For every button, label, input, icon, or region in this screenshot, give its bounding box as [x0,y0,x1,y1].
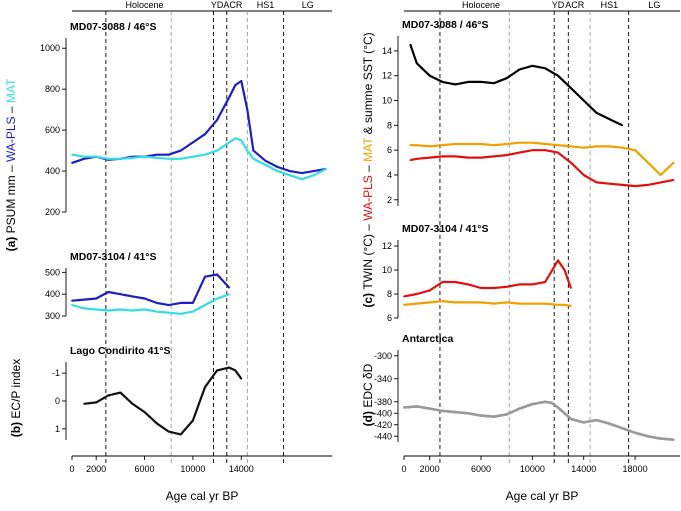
data-point [544,303,546,305]
data-point [531,403,533,405]
data-point [557,260,559,262]
data-point [416,293,418,295]
y-tick-label: 1000 [39,43,60,54]
ylabel-right-d [361,363,375,426]
data-point [660,174,662,176]
y-tick-label: -380 [373,396,392,407]
data-point [234,369,236,371]
data-point [180,150,182,152]
data-point [621,147,623,149]
data-point [480,287,482,289]
data-point [204,386,206,388]
data-point [519,69,521,71]
data-point [95,309,97,311]
data-point [442,281,444,283]
data-point [506,77,508,79]
data-point [647,184,649,186]
data-point [570,418,572,420]
data-point [442,144,444,146]
data-point [531,65,533,67]
panel-5 [382,223,572,323]
data-point [403,296,405,298]
data-point [647,435,649,437]
data-point [119,309,121,311]
panel-title: MD07-3104 / 41°S [70,251,157,263]
x-tick-label: 10000 [519,464,545,474]
data-point [216,119,218,121]
series-line-2 [410,143,673,175]
data-point [95,401,97,403]
data-point [467,81,469,83]
data-point [216,150,218,152]
data-point [192,311,194,313]
y-tick-label: -420 [373,419,392,430]
period-label-hs1: HS1 [600,0,619,10]
data-point [506,286,508,288]
data-point [442,81,444,83]
y-tick-label: 1 [54,423,60,434]
data-point [429,146,431,148]
data-point [107,310,109,312]
x-tick-label: 0 [69,464,75,474]
data-point [467,412,469,414]
ylabel-right-c-part: WIN [361,258,375,283]
data-point [416,144,418,146]
x-axis-label: Age cal yr BP [165,489,239,503]
data-point [83,403,85,405]
ylabel-right-c-part: WA-PLS [361,175,375,221]
data-point [204,154,206,156]
ylabel-right-d-part: (d) [361,407,375,427]
series-line-1 [72,275,229,306]
data-point [467,302,469,304]
data-point [596,182,598,184]
data-point [119,158,121,160]
x-tick-label: 0 [401,464,407,474]
ylabel-left-a-part: – [4,103,18,117]
data-point [621,124,623,126]
y-tick-label: 8 [386,289,392,299]
ylabel-left-a-part: mm – [4,162,18,199]
data-point [544,67,546,69]
panel-title: MD07-3104 / 41°S [402,223,489,235]
y-tick-label: 500 [44,267,60,278]
ylabel-right-d-part: EDC δD [361,363,375,408]
y-tick-label: 300 [44,311,60,321]
data-point [228,96,230,98]
data-point [252,150,254,152]
ylabel-left-a-part: (a) [4,233,18,252]
data-point [596,419,598,421]
data-point [132,295,134,297]
data-point [83,299,85,301]
data-point [673,162,675,164]
data-point [277,166,279,168]
data-point [156,302,158,304]
data-point [493,82,495,84]
data-point [480,143,482,145]
x-tick-label: 2000 [86,464,107,474]
data-point [493,303,495,305]
data-point [429,302,431,304]
y-tick-label: 4 [386,169,392,180]
data-point [107,395,109,397]
data-point [634,432,636,434]
data-point [216,369,218,371]
data-point [107,158,109,160]
data-point [119,293,121,295]
data-point [493,155,495,157]
data-point [519,142,521,144]
data-point [144,156,146,158]
y-tick-label: 10 [381,265,392,275]
ylabel-right-c [361,32,375,307]
data-point [71,304,73,306]
data-point [228,142,230,144]
data-point [583,100,585,102]
y-tick-label: 8 [386,120,392,131]
data-point [570,305,572,307]
data-point [596,146,598,148]
data-point [132,310,134,312]
data-point [132,403,134,405]
data-point [240,139,242,141]
data-point [168,158,170,160]
x-tick-label: 14000 [228,464,254,474]
data-point [180,158,182,160]
data-point [204,276,206,278]
data-point [416,62,418,64]
y-tick-label: 6 [386,313,392,323]
panel-title: MD07-3088 / 46°S [402,19,489,31]
data-point [83,307,85,309]
data-point [570,287,572,289]
period-label-yd: YD [210,0,224,10]
data-point [608,118,610,120]
period-label-hs1: HS1 [256,0,275,10]
data-point [608,146,610,148]
data-point [634,185,636,187]
data-point [416,405,418,407]
ylabel-left-b [9,359,23,437]
ylabel-left-b-part: (b) [9,418,23,438]
data-point [480,302,482,304]
data-point [246,109,248,111]
data-point [301,172,303,174]
data-point [583,174,585,176]
data-point [673,179,675,181]
panel-2 [45,251,230,321]
data-point [246,150,248,152]
series-line-3 [410,150,673,186]
period-label-yd: YD [551,0,565,10]
data-point [180,434,182,436]
data-point [429,290,431,292]
data-point [531,149,533,151]
panel-4 [382,19,674,206]
data-point [156,422,158,424]
data-point [493,144,495,146]
ylabel-left-a-part: P [4,225,18,234]
data-point [557,75,559,77]
data-point [95,298,97,300]
data-point [144,411,146,413]
data-point [71,162,73,164]
y-tick-label: -1 [51,368,60,379]
data-point [410,159,412,161]
data-point [454,155,456,157]
data-point [222,280,224,282]
series-line-1 [404,402,674,440]
data-point [673,439,675,441]
data-point [168,312,170,314]
y-tick-label: 14 [381,45,392,56]
data-point [192,420,194,422]
data-point [192,142,194,144]
y-tick-label: 10 [381,95,392,106]
data-point [144,309,146,311]
ylabel-left-a [4,78,18,251]
data-point [480,157,482,159]
data-point [429,157,431,159]
data-point [570,162,572,164]
data-point [192,302,194,304]
data-point [506,302,508,304]
y-tick-label: 12 [381,70,392,81]
data-point [228,287,230,289]
data-point [467,157,469,159]
data-point [252,158,254,160]
data-point [564,269,566,271]
data-point [596,112,598,114]
data-point [168,431,170,433]
data-point [234,137,236,139]
y-tick-label: 600 [44,125,60,136]
data-point [634,149,636,151]
data-point [168,304,170,306]
data-point [403,407,405,409]
y-tick-label: -440 [373,431,392,442]
data-point [416,303,418,305]
period-label-lg: LG [301,0,314,10]
data-point [325,168,327,170]
data-point [144,298,146,300]
data-point [234,84,236,86]
data-point [531,284,533,286]
column-right [401,0,680,503]
data-point [660,182,662,184]
data-point [531,303,533,305]
data-point [216,274,218,276]
data-point [410,144,412,146]
panel-title: Lago Condirito 41°S [70,345,171,357]
data-point [95,156,97,158]
ylabel-left-a-part: WA-PLS [4,116,18,162]
series-line-1 [84,368,241,435]
data-point [71,300,73,302]
data-point [454,143,456,145]
data-point [647,162,649,164]
data-point [454,411,456,413]
data-point [454,83,456,85]
y-tick-label: 800 [44,84,60,95]
period-label-holocene: Holocene [125,0,164,10]
data-point [557,407,559,409]
data-point [544,143,546,145]
series-line-2 [404,402,674,440]
data-point [551,402,553,404]
data-point [544,281,546,283]
data-point [480,415,482,417]
data-point [265,160,267,162]
data-point [519,284,521,286]
data-point [557,144,559,146]
data-point [608,183,610,185]
data-point [506,154,508,156]
data-point [416,158,418,160]
panel-title: MD07-3088 / 46°S [70,21,157,33]
ylabel-left-b-part: EC/P index [9,358,23,419]
x-axis-label: Age cal yr BP [505,489,579,503]
data-point [506,414,508,416]
ylabel-left-a-part: SUM [4,198,18,226]
data-point [583,422,585,424]
data-point [228,367,230,369]
data-point [289,174,291,176]
data-point [119,392,121,394]
data-point [410,44,412,46]
ylabel-left-a-part: MAT [4,78,18,104]
x-tick-label: 6000 [134,464,155,474]
series-line-2 [72,138,326,179]
data-point [240,80,242,82]
data-point [442,410,444,412]
panel-title: Antarctica [402,333,454,345]
y-tick-label: -300 [373,350,392,361]
data-point [506,143,508,145]
ylabel-right-c-part: MAT [361,137,375,162]
ylabel-right-c-part: T [361,282,375,290]
data-point [240,378,242,380]
data-point [204,133,206,135]
data-point [313,170,315,172]
data-point [83,156,85,158]
data-point [557,152,559,154]
x-tick-label: 10000 [180,464,206,474]
data-point [156,154,158,156]
data-point [289,170,291,172]
data-point [83,158,85,160]
data-point [570,87,572,89]
data-point [156,311,158,313]
data-point [204,304,206,306]
data-point [480,81,482,83]
data-point [454,302,456,304]
data-point [277,170,279,172]
data-point [660,438,662,440]
series-line-2 [72,294,229,314]
data-point [192,156,194,158]
data-point [583,147,585,149]
data-point [403,304,405,306]
data-point [156,157,158,159]
data-point [544,149,546,151]
data-point [180,313,182,315]
data-point [429,75,431,77]
data-point [228,293,230,295]
ylabel-right-c-part: – [361,161,375,176]
data-point [564,304,566,306]
ylabel-right-c-part: & summe SST (°C) [361,32,375,138]
x-tick-label: 18000 [622,464,648,474]
y-tick-label: -340 [373,373,392,384]
panel-6 [374,333,674,442]
data-point [570,146,572,148]
period-label-acr: ACR [565,0,585,10]
data-point [442,155,444,157]
data-point [531,142,533,144]
data-point [519,303,521,305]
data-point [301,178,303,180]
y-tick-label: -400 [373,408,392,419]
data-point [467,143,469,145]
x-tick-label: 6000 [471,464,492,474]
ylabel-right-c-part: (c) [361,289,375,308]
data-point [608,423,610,425]
data-point [493,287,495,289]
data-point [544,401,546,403]
data-point [519,408,521,410]
period-label-holocene: Holocene [462,0,501,10]
x-tick-label: 14000 [571,464,597,474]
x-tick-label: 2000 [419,464,440,474]
data-point [467,284,469,286]
data-point [557,304,559,306]
period-label-lg: LG [648,0,661,10]
data-point [216,298,218,300]
y-tick-label: 0 [54,396,60,406]
data-point [442,300,444,302]
y-tick-label: 2 [386,194,392,205]
y-tick-label: 400 [44,166,60,177]
data-point [222,295,224,297]
data-point [313,174,315,176]
data-point [168,154,170,156]
data-point [132,157,134,159]
period-label-acr: ACR [223,0,243,10]
data-point [621,427,623,429]
data-point [71,154,73,156]
ylabel-right-c-part: (°C) – [361,220,375,259]
data-point [180,302,182,304]
y-tick-label: 400 [44,289,60,300]
y-tick-label: 6 [386,145,392,156]
data-point [493,416,495,418]
data-point [621,184,623,186]
y-tick-label: 200 [44,207,60,217]
y-tick-label: 12 [381,241,392,251]
data-point [454,281,456,283]
data-point [265,164,267,166]
data-point [429,408,431,410]
data-point [519,152,521,154]
data-point [107,291,109,293]
